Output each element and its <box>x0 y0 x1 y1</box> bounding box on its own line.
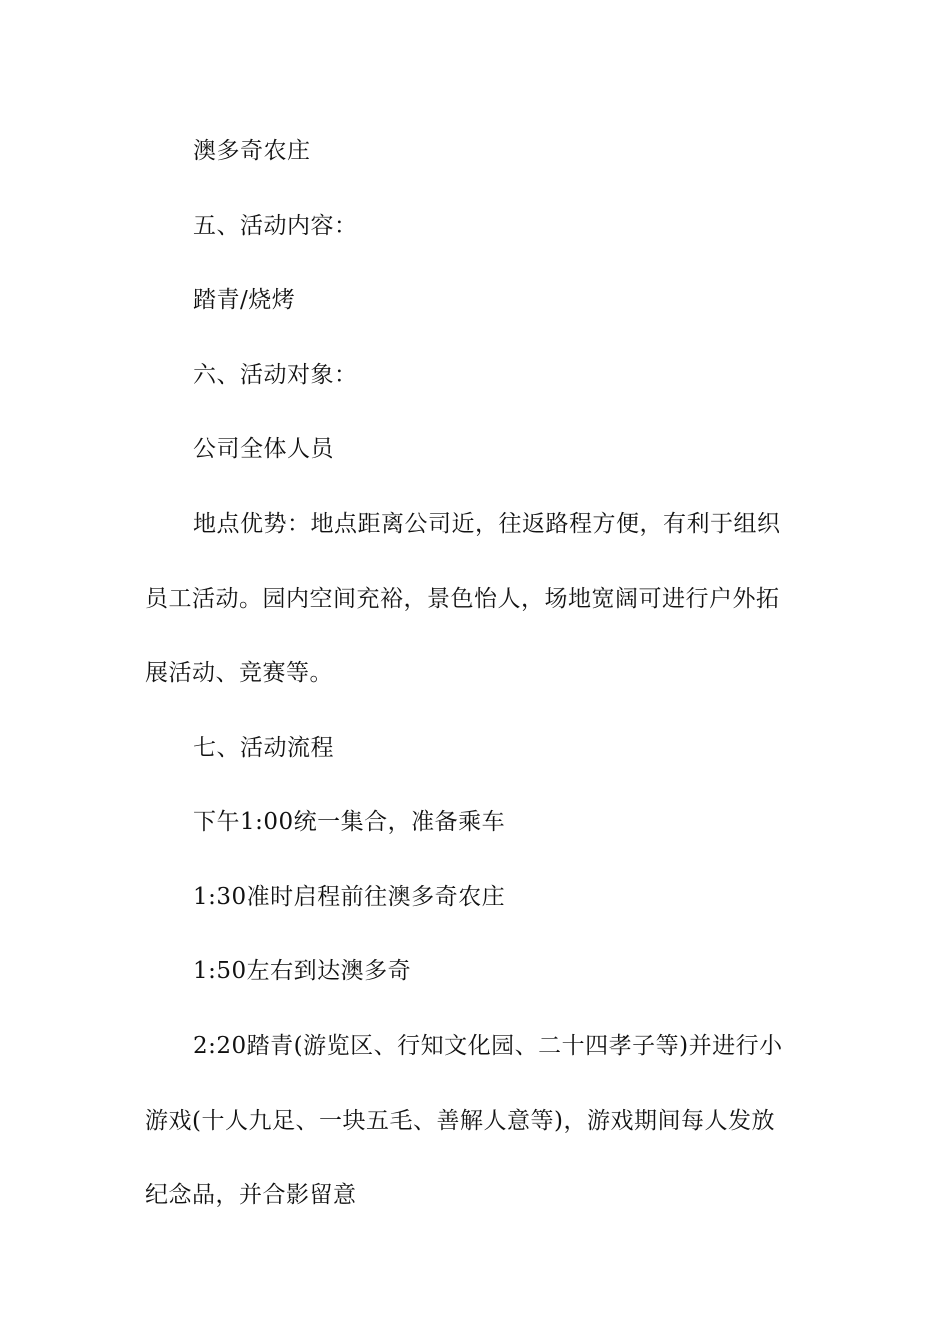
location-advantage-line-1: 地点优势：地点距离公司近，往返路程方便，有利于组织 <box>193 511 781 537</box>
schedule-item-1: 下午1:00统一集合，准备乘车 <box>193 809 506 835</box>
schedule-item-4-line-1: 2:20踏青(游览区、行知文化园、二十四孝子等)并进行小 <box>193 1033 783 1059</box>
schedule-item-4-line-3: 纪念品，并合影留意 <box>145 1182 357 1208</box>
venue-name: 澳多奇农庄 <box>193 138 311 164</box>
section-heading-activity-process: 七、活动流程 <box>193 735 334 761</box>
activity-target-text: 公司全体人员 <box>193 436 334 462</box>
location-advantage-line-2: 员工活动。园内空间充裕，景色怡人，场地宽阔可进行户外拓 <box>145 586 780 612</box>
schedule-item-2: 1:30准时启程前往澳多奇农庄 <box>193 884 506 910</box>
section-heading-activity-target: 六、活动对象： <box>193 362 358 388</box>
schedule-item-4-line-2: 游戏(十人九足、一块五毛、善解人意等)，游戏期间每人发放 <box>145 1108 775 1134</box>
schedule-item-3: 1:50左右到达澳多奇 <box>193 958 412 984</box>
section-heading-activity-content: 五、活动内容： <box>193 213 358 239</box>
location-advantage-line-3: 展活动、竞赛等。 <box>145 660 333 686</box>
activity-content-text: 踏青/烧烤 <box>193 287 296 313</box>
